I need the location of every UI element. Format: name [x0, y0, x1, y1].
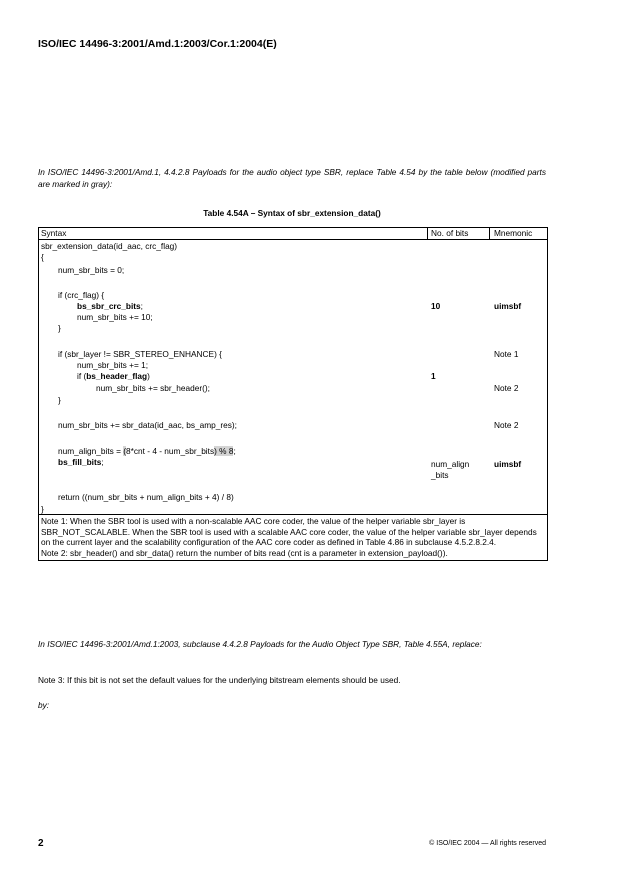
syntax-line: num_sbr_bits = 0; — [58, 265, 125, 275]
replace-paragraph: In ISO/IEC 14496-3:2001/Amd.1:2003, subclause 4.4.2.8 Payloads for the Audio Object Type SBR, Table 4.55A, replace: — [38, 639, 482, 649]
page-number: 2 — [38, 838, 44, 849]
syntax-line — [58, 457, 104, 468]
note-3-paragraph: Note 3: If this bit is not set the default values for the underlying bitstream elements should be used. — [38, 675, 401, 685]
syntax-line: sbr_extension_data(id_aac, crc_flag) — [41, 241, 178, 251]
mnemonic-value: Note 2 — [494, 420, 519, 430]
syntax-element: bs_header_flag — [86, 371, 148, 381]
column-header-syntax: Syntax — [41, 228, 67, 238]
syntax-element: bs_sbr_crc_bits — [77, 301, 141, 311]
column-divider — [489, 228, 490, 240]
syntax-line: num_sbr_bits += sbr_header(); — [96, 383, 210, 393]
table-notes — [39, 514, 547, 560]
copyright-notice: © ISO/IEC 2004 — All rights reserved — [429, 840, 546, 847]
syntax-punct: ; — [101, 457, 104, 467]
syntax-punct: ; — [233, 446, 236, 456]
syntax-line: num_sbr_bits += 10; — [77, 312, 153, 322]
syntax-line: } — [41, 504, 44, 514]
column-header-mnemonic: Mnemonic — [494, 228, 533, 238]
syntax-line: if (crc_flag) { — [58, 290, 105, 300]
by-paragraph: by: — [38, 700, 50, 710]
syntax-line: } — [58, 323, 61, 333]
modified-highlight: ) % 8 — [214, 446, 234, 456]
syntax-text: num_align_bits = — [58, 446, 124, 456]
syntax-text: 8*cnt - 4 - num_sbr_bits — [126, 446, 215, 456]
syntax-line: num_sbr_bits += 1; — [77, 360, 149, 370]
intro-paragraph: In ISO/IEC 14496-3:2001/Amd.1, 4.4.2.8 Payloads for the audio object type SBR, replace Table 4.54 by the table below (modified parts are marked in gray): — [38, 167, 546, 189]
mnemonic-value: uimsbf — [494, 301, 522, 311]
document-header: ISO/IEC 14496-3:2001/Amd.1:2003/Cor.1:2004(E) — [38, 38, 277, 50]
syntax-body — [39, 240, 547, 514]
bits-value: num_align — [431, 459, 470, 469]
column-header-bits: No. of bits — [431, 228, 469, 238]
mnemonic-value: Note 2 — [494, 383, 519, 393]
syntax-punct: ; — [140, 301, 143, 311]
mnemonic-value: uimsbf — [494, 459, 522, 469]
syntax-line: return ((num_sbr_bits + num_align_bits + 4) / 8) — [58, 492, 234, 502]
syntax-line — [58, 446, 236, 457]
syntax-line — [77, 371, 150, 382]
syntax-line: } — [58, 395, 61, 405]
syntax-punct: if ( — [77, 371, 87, 381]
bits-value: 10 — [431, 301, 441, 311]
mnemonic-value: Note 1 — [494, 349, 519, 359]
table-note-2: Note 2: sbr_header() and sbr_data() return the number of bits read (cnt is a parameter in extension_payload()). — [41, 547, 448, 558]
table-header-row — [39, 228, 547, 240]
syntax-line: { — [41, 252, 44, 262]
table-title: Table 4.54A – Syntax of sbr_extension_data() — [203, 208, 381, 218]
column-divider — [427, 228, 428, 240]
bits-value: 1 — [431, 371, 436, 381]
syntax-line — [77, 301, 143, 312]
syntax-line: if (sbr_layer != SBR_STEREO_ENHANCE) { — [58, 349, 222, 359]
syntax-table — [38, 227, 548, 561]
modified-highlight: ( — [123, 446, 127, 456]
bits-value: _bits — [431, 470, 449, 480]
syntax-punct: ) — [147, 371, 150, 381]
syntax-element: bs_fill_bits — [58, 457, 102, 467]
syntax-line: num_sbr_bits += sbr_data(id_aac, bs_amp_res); — [58, 420, 237, 430]
table-note-1: Note 1: When the SBR tool is used with a non-scalable AAC core coder, the value of the helper variable sbr_layer is SBR_NOT_SCALABLE. When the SBR tool is used with a scalable AAC core coder, the value of the helper variable sbr_layer depends on the current layer and the scalability configuration of the AAC core coder as defined in Table 4.86 in subclause 4.5.2.8.2.4. — [41, 516, 537, 548]
